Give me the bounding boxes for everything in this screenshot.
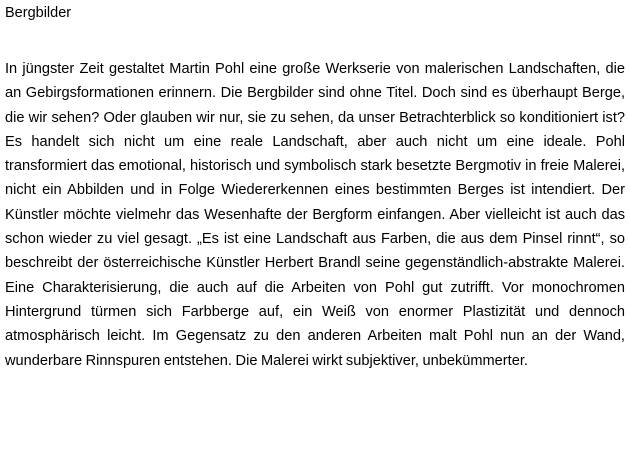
body-line: die wir sehen? Oder glauben wir nur, sie zu sehen, da unser Betrachterblick so konditioniert ist? (5, 109, 625, 126)
body-line: beschreibt der österreichische Künstler Herbert Brandl seine gegenständlich-abstrakte Malerei. (5, 255, 625, 272)
body-line: Künstler möchte vielmehr das Wesenhafte der Bergform einfangen. Aber vielleicht ist auch das (5, 206, 625, 223)
body-line: atmosphärisch leicht. Im Gegensatz zu den anderen Arbeiten malt Pohl nun an der Wand, (5, 328, 625, 345)
body-line: nicht ein Abbilden und in Folge Wiedererkennen eines bestimmten Berges ist intendiert. Der (5, 182, 625, 199)
document-body (5, 61, 625, 377)
body-line: transformiert das emotional, historisch und symbolisch stark besetzte Bergmotiv in freie Malerei, (5, 158, 625, 175)
body-line: In jüngster Zeit gestaltet Martin Pohl eine große Werkserie von malerischen Landschaften, die (5, 61, 625, 77)
body-line: Eine Charakterisierung, die auch auf die Arbeiten von Pohl gut zutrifft. Vor monochromen (5, 279, 625, 296)
body-line: Hintergrund türmen sich Farbberge auf, ein Weiß von enormer Plastizität und dennoch (5, 303, 625, 320)
body-line: Es handelt sich nicht um eine reale Landschaft, aber auch nicht um eine ideale. Pohl (5, 133, 625, 150)
body-line: wunderbare Rinnspuren entstehen. Die Malerei wirkt subjektiver, unbekümmerter. (5, 352, 528, 369)
body-line: schon wieder zu viel gesagt. „Es ist eine Landschaft aus Farben, die aus dem Pinsel rinnt“, so (5, 231, 625, 248)
document-title: Bergbilder (5, 5, 72, 21)
body-line: an Gebirgsformationen erinnern. Die Bergbilder sind ohne Titel. Doch sind es überhaupt Berge, (5, 85, 625, 102)
